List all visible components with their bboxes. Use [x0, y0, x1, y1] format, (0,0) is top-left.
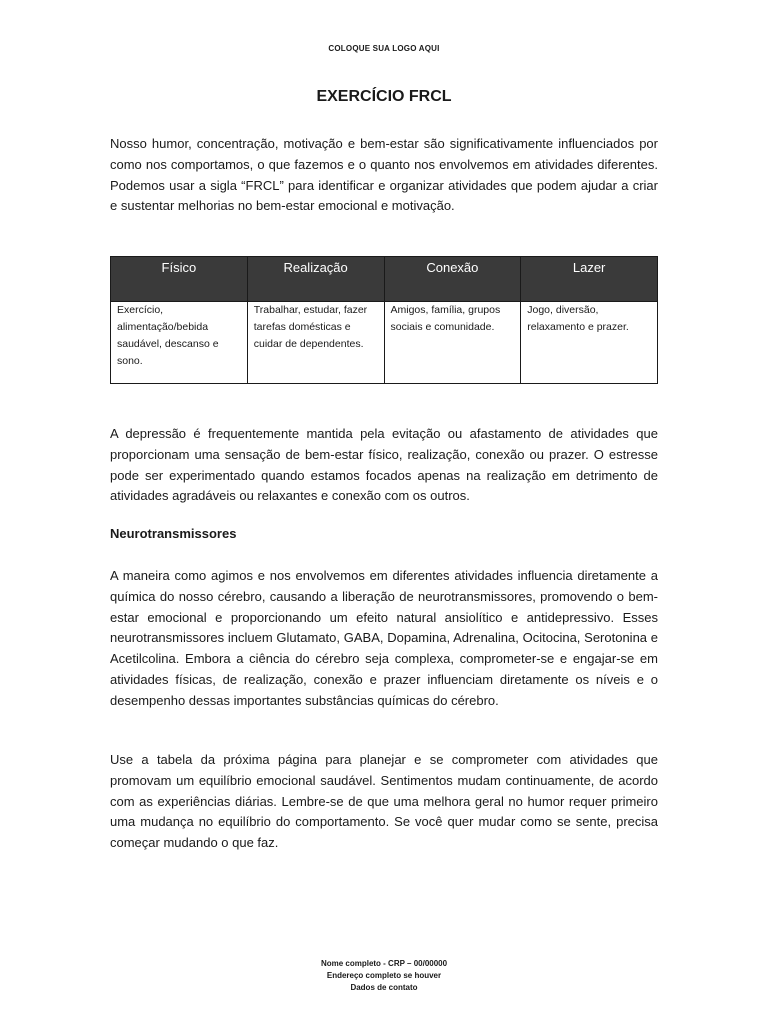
page-title: EXERCÍCIO FRCL [316, 88, 452, 105]
section-heading-neurotransmissores: Neurotransmissores [110, 526, 237, 541]
logo-placeholder: COLOQUE SUA LOGO AQUI [328, 44, 440, 53]
depression-paragraph: A depressão é frequentemente mantida pela evitação ou afastamento de atividades que proporcionam uma sensação de bem-estar físico, realização, conexão ou prazer. O estresse pode ser experimentado quando estamos focados apenas na realização em detrimento de atividades agradáveis ou relaxantes e conexão com os outros. [110, 426, 658, 504]
table-header-conexao: Conexão [384, 257, 521, 302]
table-cell-lazer: Jogo, diversão, relaxamento e prazer. [521, 302, 658, 384]
table-cell-realizacao: Trabalhar, estudar, fazer tarefas domésticas e cuidar de dependentes. [247, 302, 384, 384]
table-header-fisico: Físico [111, 257, 248, 302]
frcl-table [110, 256, 658, 384]
table-header-realizacao: Realização [247, 257, 384, 302]
planning-paragraph: Use a tabela da próxima página para planejar e se comprometer com atividades que promovam um equilíbrio emocional saudável. Sentimentos mudam continuamente, de acordo com as experiências diárias. Lembre-se de que uma melhora geral no humor requer primeiro uma mudança no equilíbrio do comportamento. Se você quer mudar como se sente, precisa começar mudando o que faz. [110, 752, 658, 851]
intro-paragraph: Nosso humor, concentração, motivação e bem-estar são significativamente influenciados por como nos comportamos, o que fazemos e o quanto nos envolvemos em atividades diferentes. Podemos usar a sigla “FRCL” para identificar e organizar atividades que podem ajudar a criar e sustentar melhorias no bem-estar emocional e motivação. [110, 136, 658, 214]
neurotransmitters-paragraph: A maneira como agimos e nos envolvemos em diferentes atividades influencia diretamente a química do nosso cérebro, causando a liberação de neurotransmissores, promovendo o bem-estar emocional e proporcionando um efeito natural ansiolítico e antidepressivo. Esses neurotransmissores incluem Glutamato, GABA, Dopamina, Adrenalina, Ocitocina, Serotonina e Acetilcolina. Embora a ciência do cérebro seja complexa, comprometer-se e engajar-se em atividades físicas, de realização, conexão e prazer influenciam diretamente os níveis e o desempenho dessas importantes substâncias químicas do cérebro. [110, 568, 658, 708]
table-cell-conexao: Amigos, família, grupos sociais e comunidade. [384, 302, 521, 384]
table-cell-fisico: Exercício, alimentação/bebida saudável, descanso e sono. [111, 302, 248, 384]
footer-address: Endereço completo se houver [326, 971, 442, 980]
page-footer [0, 958, 768, 994]
footer-contact: Dados de contato [350, 983, 418, 992]
footer-name-crp: Nome completo - CRP – 00/00000 [320, 959, 448, 968]
table-row [111, 302, 658, 384]
table-header-lazer: Lazer [521, 257, 658, 302]
table-header-row [111, 257, 658, 302]
